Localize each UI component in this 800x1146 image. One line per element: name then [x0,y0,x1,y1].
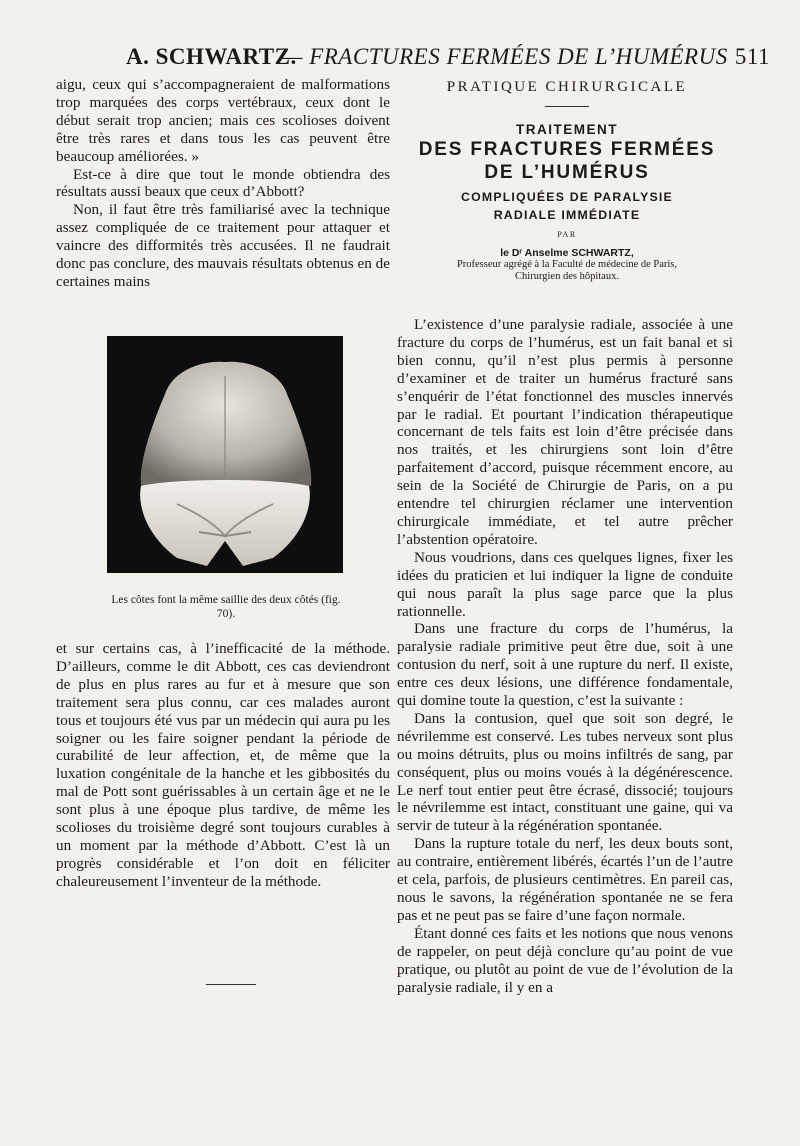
left-column-bottom [56,640,390,891]
paragraph: Est-ce à dire que tout le monde obtiendra des résultats aussi beaux que ceux d’Abbott? [56,165,390,201]
paragraph: L’existence d’une paralysie radiale, associée à une fracture du corps de l’humérus, est un fait banal et si bien connu, qu’il n’est plus permis à personne d’examiner et de traiter un humérus fracturé sans s’enquérir de l’état fonctionnel des muscles innervés par le radial. Et pourtant l’indication thérapeutique concernant de tels faits est loin d’être précisée dans nos traités, et les chirurgiens sont loin d’être parfaitement d’accord, puisque récemment encore, au sein de la Société de Chirurgie de Paris, on a pu entendre tel chirurgien réclamer une intervention chirurgicale immédiate, et tel autre prêcher l’abstention opératoire. [397,316,733,548]
running-header [70,44,770,76]
figure-caption: Les côtes font la même saillie des deux côtés (fig. 70). [111,594,341,620]
paragraph: aigu, ceux qui s’accompagneraient de malformations trop marquées des corps vertébraux, ceux dont le début serait trop ancien; mais ces scolioses doivent être très rares et dans tous les cas peuvent être beaucoup améliorées. » [56,76,390,165]
paragraph: Étant donné ces faits et les notions que nous venons de rappeler, on peut déjà conclure qu’au point de vue pratique, ou plutôt au point de vue de l’évolution de la paralysie radiale, il y en a [397,924,733,996]
paragraph: Non, il faut être très familiarisé avec la technique assez compliquée de ce traitement pour attaquer et vaincre des difformités très accusées. Il ne faudrait donc pas conclure, des mauvais résultats obtenus en de certaines mains [56,201,390,290]
byline-par: PAR [557,230,577,239]
left-column-top [56,76,390,291]
article-title-line-2: DES FRACTURES FERMÉES [418,139,716,160]
article-subtitle-line-1: COMPLIQUÉES DE PARALYSIE [461,190,673,204]
paragraph: Dans la contusion, quel que soit son degré, le névrilemme est conservé. Les tubes nerveux sont plus ou moins détruits, plus ou moins infiltrés de sang, par conséquent, plus ou moins voués à la dégénérescence. Le nerf tout entier peut être écrasé, dissocié; toujours le névrilemme est intact, constituant une gaine, qui va servir de tuteur à la régénération spontanée. [397,709,733,835]
section-end-rule [206,984,256,985]
section-label: PRATIQUE CHIRURGICALE [446,79,688,95]
author-name: le Dʳ Anselme SCHWARTZ, [500,247,634,259]
article-title-line-3: DE L’HUMÉRUS [484,162,650,183]
author-affiliation-1: Professeur agrégé à la Faculté de médecine de Paris, [456,259,678,270]
paragraph: Dans une fracture du corps de l’humérus, la paralysie radiale primitive peut être due, soit à une contusion du nerf, soit à une rupture du nerf. Il existe, entre ces deux lésions, une différence fondamentale, qui domine toute la question, c’est la suivante : [397,620,733,710]
article-title-line-1: TRAITEMENT [516,122,618,137]
figure-photograph [107,336,343,573]
paragraph: Dans la rupture totale du nerf, les deux bouts sont, au contraire, entièrement libérés, écartés l’un de l’autre et cela, parfois, de plusieurs centimètres. En pareil cas, nous le savons, la régénération spontanée ne se fera pas et ne peut pas se faire d’une façon normale. [397,835,733,924]
right-column-body [397,316,733,996]
paragraph: Nous voudrions, dans ces quelques lignes, fixer les idées du praticien et lui indiquer la ligne de conduite qui nous paraît la plus sage parce que la plus rationnelle. [397,548,733,620]
header-title: — FRACTURES FERMÉES DE L’HUMÉRUS [282,44,728,69]
article-title-block [400,78,734,283]
paragraph: et sur certains cas, à l’inefficacité de la méthode. D’ailleurs, comme le dit Abbott, ces cas deviendront de plus en plus rares au fur et à mesure que son traitement sera plus connu, car ces malades auront tous et toujours été vus par un médecin qui aura pu les soigner ou les faire soigner pendant la période de curabilité de leur affection, et, de même que la luxation congénitale de la hanche et les gibbosités du mal de Pott sont guérissables à un certain âge et ne le sont plus à une époque plus tardive, de même les scolioses du troisième degré sont toujours curables à un moment par la méthode d’Abbott. C’est là un progrès considérable et l’on doit en féliciter chaleureusement l’inventeur de la méthode. [56,640,390,890]
page-number: 511 [734,44,770,69]
author-affiliation-2: Chirurgien des hôpitaux. [515,271,619,282]
header-author: A. SCHWARTZ. [126,44,297,69]
article-subtitle-line-2: RADIALE IMMÉDIATE [493,208,641,222]
